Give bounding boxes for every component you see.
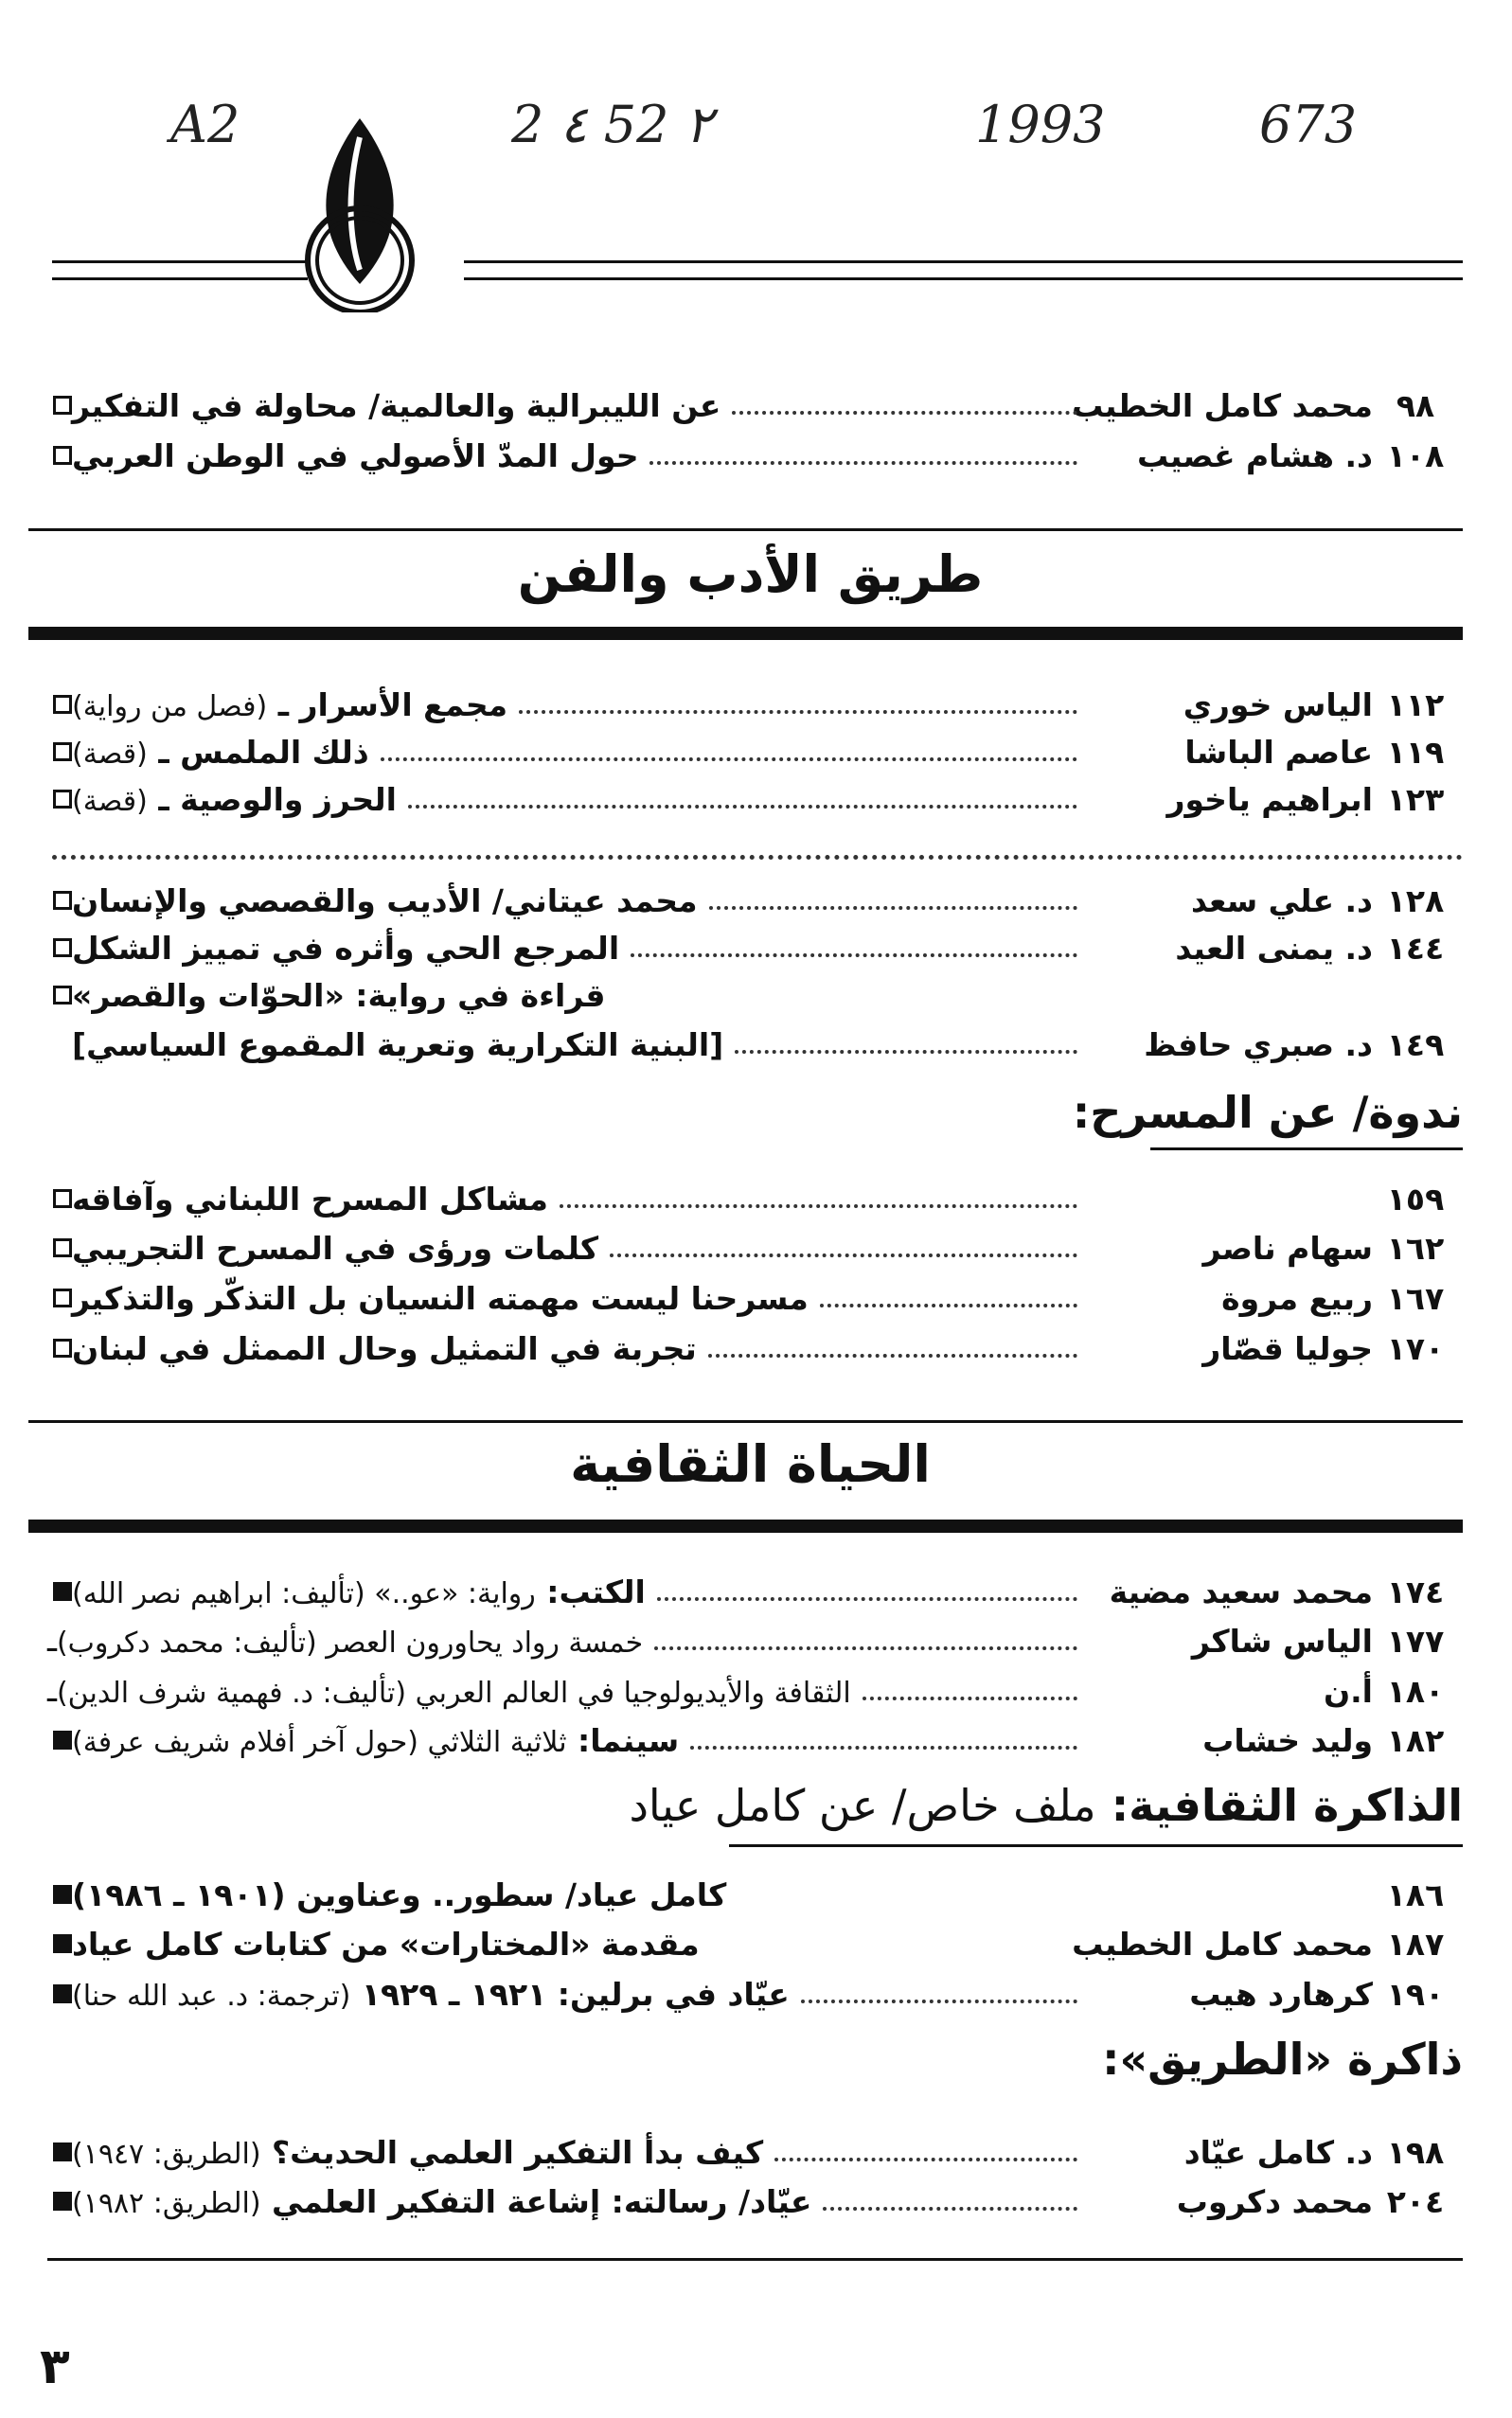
toc-entry[interactable]	[38, 876, 1458, 925]
toc-entry[interactable]	[38, 1870, 1458, 1919]
section-rule	[28, 528, 1463, 531]
entry-title: مقدمة «المختارات» من كتابات كامل عياد	[72, 1925, 700, 1963]
toc-entry[interactable]	[38, 2127, 1458, 2177]
leader-dots	[657, 1597, 1077, 1601]
entry-title: عيّاد/ رسالته: إشاعة التفكير العلمي (الطريق: ١٩٨٢)	[72, 2182, 812, 2220]
entry-author: د. صبري حافظ	[1144, 1025, 1373, 1063]
entry-author: د. علي سعد	[1191, 881, 1373, 919]
entry-title: الحرز والوصية ـ (قصة)	[72, 780, 397, 818]
handwritten-code: A2	[170, 95, 240, 154]
entry-page: ١٧٠	[1386, 1329, 1445, 1367]
leader-dots	[820, 1304, 1077, 1307]
entry-page: ١٤٤	[1386, 929, 1445, 967]
entry-title: كامل عياد/ سطور.. وعناوين (١٩٠١ ـ ١٩٨٦)	[72, 1876, 727, 1913]
leader-dots	[708, 1354, 1077, 1358]
checkbox-icon	[53, 790, 72, 809]
entry-author: الياس خوري	[1183, 685, 1373, 723]
toc-entry[interactable]	[38, 1324, 1458, 1373]
entry-author: ابراهيم ياخور	[1166, 780, 1373, 818]
entry-author: د. هشام غصيب	[1137, 436, 1373, 474]
checkbox-icon	[53, 891, 72, 910]
flame-logo-icon	[298, 118, 421, 312]
square-bullet-icon	[53, 2192, 72, 2211]
leader-dots	[610, 1253, 1077, 1257]
entry-page: ١٢٣	[1386, 780, 1445, 818]
leader-dots	[690, 1746, 1077, 1750]
entry-author: أ.ن	[1323, 1672, 1373, 1710]
leader-dots	[735, 1050, 1077, 1054]
leader-dots	[408, 805, 1077, 809]
entry-page: ١١٢	[1386, 685, 1445, 723]
entry-author: محمد دكروب	[1176, 2182, 1373, 2220]
leader-dots	[732, 411, 1077, 415]
toc-entry[interactable]	[38, 1223, 1458, 1272]
entry-subtitle: [البنية التكرارية وتعرية المقموع السياسي]	[72, 1025, 724, 1063]
toc-entry-continuation[interactable]	[38, 1020, 1458, 1069]
entry-title: خمسة رواد يحاورون العصر (تأليف: محمد دكروب)	[56, 1626, 644, 1660]
entry-author: محمد سعيد مضية	[1109, 1573, 1373, 1610]
handwritten-number: 673	[1259, 95, 1358, 154]
header-rule-left-2	[52, 277, 308, 280]
leader-dots	[863, 1697, 1077, 1700]
leader-dots	[774, 2158, 1077, 2161]
leader-dots	[560, 1204, 1077, 1208]
toc-entry[interactable]	[38, 431, 1458, 480]
section-rule	[28, 1420, 1463, 1423]
checkbox-icon	[53, 695, 72, 714]
toc-entry[interactable]	[38, 381, 1458, 430]
entry-title: ذلك الملمس ـ (قصة)	[72, 733, 369, 771]
entry-title: محمد عيتاني/ الأديب والقصصي والإنسان	[72, 881, 698, 919]
entry-author: محمد كامل الخطيب	[1072, 386, 1373, 424]
toc-entry[interactable]	[38, 680, 1458, 729]
checkbox-icon	[53, 446, 72, 465]
entry-page: ١٢٨	[1386, 881, 1445, 919]
entry-page: ١٨٧	[1386, 1925, 1445, 1963]
leader-dots	[709, 906, 1077, 910]
footer-rule	[47, 2258, 1463, 2261]
subsection-title-tariq: ذاكرة «الطريق»:	[1102, 2034, 1463, 2085]
entry-author: جوليا قصّار	[1202, 1329, 1373, 1367]
leader-dots	[823, 2207, 1077, 2211]
handwritten-year: 1993	[975, 95, 1106, 154]
entry-title: مجمع الأسرار ـ (فصل من رواية)	[72, 685, 508, 723]
entry-author: وليد خشاب	[1202, 1721, 1373, 1759]
entry-title: سينما: ثلاثية الثلاثي (حول آخر أفلام شريف عرفة)	[72, 1721, 680, 1759]
square-bullet-icon	[53, 1984, 72, 2003]
square-bullet-icon	[53, 1731, 72, 1750]
checkbox-icon	[53, 742, 72, 761]
toc-entry[interactable]	[38, 1174, 1458, 1223]
toc-entry[interactable]	[38, 2177, 1458, 2226]
entry-page: ١٩٠	[1386, 1975, 1445, 2013]
dotted-separator	[52, 855, 1463, 860]
toc-entry[interactable]	[38, 1666, 1458, 1716]
entry-author: كرهارد هيب	[1189, 1975, 1373, 2013]
handwritten-date-mark: 2 ٤ 52 ٢	[511, 95, 713, 154]
leader-dots	[801, 2000, 1077, 2003]
entry-page: ١٦٧	[1386, 1279, 1445, 1317]
entry-page: ١٦٢	[1386, 1229, 1445, 1267]
entry-title: كيف بدأ التفكير العلمي الحديث؟ (الطريق: ١٩٤٧)	[72, 2133, 764, 2171]
checkbox-icon	[53, 396, 72, 415]
dash-bullet-icon: ـ	[47, 1672, 57, 1710]
subsection-underline	[1150, 1147, 1463, 1150]
checkbox-icon	[53, 1289, 72, 1307]
entry-author: د. يمنى العيد	[1175, 929, 1373, 967]
square-bullet-icon	[53, 2142, 72, 2161]
toc-entry[interactable]	[38, 727, 1458, 776]
square-bullet-icon	[53, 1582, 72, 1601]
header-rule-left	[52, 260, 308, 263]
subsection-title-memory: الذاكرة الثقافية: ملف خاص/ عن كامل عياد	[629, 1780, 1463, 1831]
entry-page: ١٨٢	[1386, 1721, 1445, 1759]
entry-author: ربيع مروة	[1221, 1279, 1373, 1317]
checkbox-icon	[53, 986, 72, 1005]
entry-title: كلمات ورؤى في المسرح التجريبي	[72, 1229, 599, 1267]
page-number: ٣	[40, 2338, 70, 2395]
square-bullet-icon	[53, 1934, 72, 1953]
entry-author: د. كامل عيّاد	[1183, 2133, 1373, 2171]
leader-dots	[649, 461, 1077, 465]
subsection-underline	[729, 1844, 1463, 1847]
dash-bullet-icon: ـ	[47, 1622, 57, 1660]
entry-page: ١٤٩	[1386, 1025, 1445, 1063]
section-rule-thick	[28, 1520, 1463, 1533]
entry-page: ١٧٤	[1386, 1573, 1445, 1610]
leader-dots	[381, 757, 1077, 761]
entry-page: ١٥٩	[1386, 1180, 1445, 1218]
entry-author: الياس شاكر	[1191, 1622, 1373, 1660]
entry-title: عيّاد في برلين: ١٩٢١ ـ ١٩٢٩ (ترجمة: د. عبد الله حنا)	[72, 1975, 790, 2013]
subsection-title-theater: ندوة/ عن المسرح:	[1072, 1087, 1463, 1138]
entry-author: سهام ناصر	[1202, 1229, 1373, 1267]
checkbox-icon	[53, 1238, 72, 1257]
entry-page: ١٧٧	[1386, 1622, 1445, 1660]
entry-title: الثقافة والأيديولوجيا في العالم العربي (تأليف: د. فهمية شرف الدين)	[56, 1676, 851, 1710]
entry-page: ١٨٦	[1386, 1876, 1445, 1913]
checkbox-icon	[53, 1189, 72, 1208]
entry-title: مشاكل المسرح اللبناني وآفاقه	[72, 1180, 548, 1218]
toc-entry[interactable]	[38, 774, 1458, 824]
entry-title: الكتب: رواية: «عو..» (تأليف: ابراهيم نصر الله)	[72, 1573, 646, 1610]
section-title-literature: طريق الأدب والفن	[517, 544, 984, 604]
toc-entry[interactable]	[38, 1616, 1458, 1665]
toc-entry[interactable]	[38, 1969, 1458, 2018]
entry-page: ٩٨	[1396, 386, 1435, 424]
entry-title: قراءة في رواية: «الحوّات والقصر»	[72, 976, 606, 1014]
header-rule-right-2	[464, 277, 1463, 280]
entry-page: ١١٩	[1386, 733, 1445, 771]
entry-title: المرجع الحي وأثره في تمييز الشكل	[72, 929, 620, 967]
toc-entry[interactable]	[38, 1919, 1458, 1968]
toc-entry[interactable]	[38, 1273, 1458, 1323]
leader-dots	[654, 1646, 1077, 1650]
entry-title: حول المدّ الأصولي في الوطن العربي	[72, 436, 639, 474]
toc-entry[interactable]	[38, 923, 1458, 972]
leader-dots	[631, 953, 1077, 957]
entry-author: محمد كامل الخطيب	[1072, 1925, 1373, 1963]
entry-title: مسرحنا ليست مهمته النسيان بل التذكّر والتذكير	[72, 1279, 809, 1317]
leader-dots	[519, 710, 1077, 714]
entry-title: تجربة في التمثيل وحال الممثل في لبنان	[72, 1329, 697, 1367]
checkbox-icon	[53, 1339, 72, 1358]
entry-page: ١٨٠	[1386, 1672, 1445, 1710]
toc-entry[interactable]	[38, 1716, 1458, 1765]
entry-page: ١٩٨	[1386, 2133, 1445, 2171]
toc-entry-multiline[interactable]	[38, 970, 1458, 1020]
entry-author: عاصم الباشا	[1184, 733, 1373, 771]
section-rule-thick	[28, 627, 1463, 640]
section-title-cultural-life: الحياة الثقافية	[570, 1434, 931, 1494]
entry-title: عن الليبرالية والعالمية/ محاولة في التفكير	[72, 386, 721, 424]
header-rule-right	[464, 260, 1463, 263]
toc-entry[interactable]	[38, 1567, 1458, 1616]
square-bullet-icon	[53, 1885, 72, 1904]
checkbox-icon	[53, 938, 72, 957]
entry-page: ٢٠٤	[1386, 2182, 1445, 2220]
entry-page: ١٠٨	[1386, 436, 1445, 474]
